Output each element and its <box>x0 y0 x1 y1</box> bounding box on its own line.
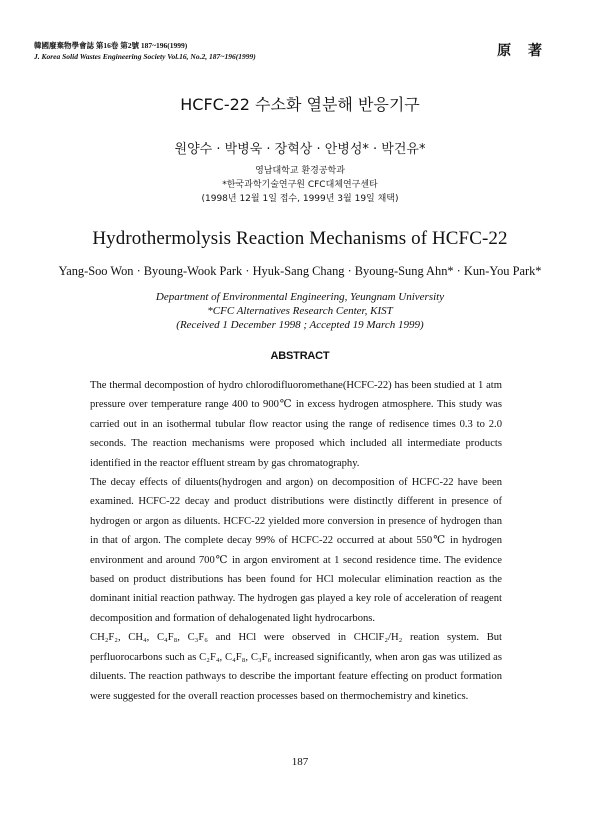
article-type-label: 原 著 <box>497 43 548 59</box>
affiliations-english <box>0 290 600 332</box>
affiliation-en-1: Department of Environmental Engineering, Yeungnam University <box>155 291 445 303</box>
affiliation-en-2: *CFC Alternatives Research Center, KIST <box>207 305 393 317</box>
journal-citation-ko: 韓國廢棄物學會誌 第16卷 第2號 187~196(1999) <box>34 41 188 50</box>
abstract-paragraph-2: The decay effects of diluents(hydrogen and argon) on decomposition of HCFC-22 have been examined. HCFC-22 decay and product distributions were distinctly different in presence of hydrogen or argon as diluents. HCFC-22 yielded more conversion in presence of hydrogen than in that of argon. The complete decay 99% of HCFC-22 occurred at about 550℃ in hydrogen environment and around 700℃ in argon enviroment at 1 second residence time. The evidence based on product distributions has been found for HCl molecular elimination reaction as the dominant initial reaction pathway. The hydrogen gas played a key role of acceleration of reagent decomposition and formation of dehalogenated light hydrocarbons. <box>90 477 502 624</box>
page-number: 187 <box>291 756 309 768</box>
abstract-paragraph-3: CH₂F₂, CH₄, C₄F₈, C₃F₆ and HCl were observed in CHClF₂/H₂ reation system. But perfluorocarbons such as C₂F₄, C₄F₈, C₃F₆ increased significantly, when aron gas was utilized as diluents. The reaction pathways to describe the important feature effecting on product formation were suggested for the overall reaction processes based on thermochemistry and kinetics. <box>90 632 502 702</box>
affiliations-korean <box>0 164 600 206</box>
title-english: Hydrothermolysis Reaction Mechanisms of HCFC-22 <box>92 228 508 249</box>
received-date-ko: (1998년 12월 1일 접수, 1999년 3월 19일 채택) <box>201 194 399 204</box>
authors-english: Yang-Soo Won · Byoung-Wook Park · Hyuk-Sang Chang · Byoung-Sung Ahn* · Kun-You Park* <box>58 264 542 278</box>
journal-header <box>34 40 256 62</box>
title-korean: HCFC-22 수소화 열분해 반응기구 <box>180 95 420 114</box>
affiliation-ko-1: 영남대학교 환경공학과 <box>255 166 345 176</box>
abstract-body <box>90 376 502 706</box>
affiliation-ko-2: *한국과학기술연구원 CFC대체연구센타 <box>222 180 378 190</box>
authors-korean: 원양수 · 박병욱 · 장혁상 · 안병성* · 박건유* <box>174 142 426 157</box>
abstract-paragraph-1: The thermal decompostion of hydro chlorodifluoromethane(HCFC-22) has been studied at 1 atm pressure over temperature range 400 to 900℃ in excess hydrogen atmosphere. This study was carried out in an isothermal tubular flow reactor using the range of redisence times 0.3 to 2.0 seconds. The reaction mechanisms were proposed which included all intermediate products identified in the reactor effluent stream by gas chromatography. <box>90 380 502 469</box>
received-date-en: (Received 1 December 1998 ; Accepted 19 March 1999) <box>176 319 424 331</box>
journal-citation-en: J. Korea Solid Wastes Engineering Society Vol.16, No.2, 187~196(1999) <box>34 52 256 61</box>
abstract-heading: ABSTRACT <box>270 350 330 362</box>
